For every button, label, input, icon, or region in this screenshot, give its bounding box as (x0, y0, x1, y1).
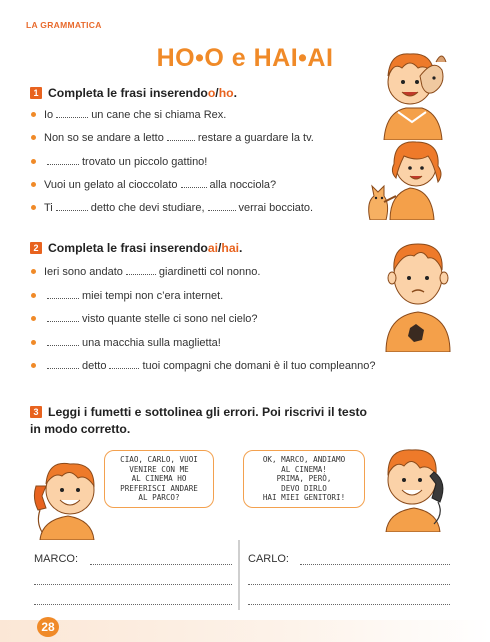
sentence-part: Io (44, 109, 54, 121)
carlo-label: CARLO: (248, 553, 289, 565)
sentence-part: verrai bocciato. (238, 202, 314, 214)
bubble-line: PRIMA, PERÒ, (276, 474, 332, 484)
exercise-2-option-a: ai (207, 241, 219, 255)
sentence-part: Ieri sono andato (44, 266, 123, 278)
answer-blank[interactable] (47, 156, 79, 165)
marco-answer-line[interactable] (34, 584, 232, 585)
bubble-line: OK, MARCO, ANDIAMO (262, 455, 346, 464)
girl-with-cat-illustration (360, 124, 455, 220)
section-tag: LA GRAMMATICA (26, 20, 102, 30)
boy-stained-shirt-illustration (378, 232, 458, 352)
bubble-line: VENIRE CON ME (129, 464, 189, 474)
bullet-icon (31, 269, 36, 274)
sentence-part: un cane che si chiama Rex. (91, 109, 227, 121)
exercise-2-item (31, 266, 260, 278)
exercise-1-item (31, 179, 276, 191)
bullet-icon (31, 182, 36, 187)
answer-blank[interactable] (47, 337, 79, 346)
exercise-2-item (31, 313, 258, 325)
exercise-2-item (31, 337, 221, 349)
exercise-2-separator: / (218, 241, 222, 255)
exercise-2-number: 2 (30, 242, 42, 254)
carlo-answer-line[interactable] (248, 584, 450, 585)
exercise-2-item (31, 290, 223, 302)
sentence-part: Vuoi un gelato al cioccolato (44, 179, 178, 191)
sentence-part: restare a guardare la tv. (197, 132, 314, 144)
exercise-3-instruction (30, 404, 430, 438)
exercise-1-option-a: o (207, 86, 216, 100)
answer-blank[interactable] (109, 360, 139, 369)
exercise-1-option-b: ho (218, 86, 234, 100)
bullet-icon (31, 205, 36, 210)
exercise-2-instruction (30, 241, 242, 255)
exercise-1-separator: / (215, 86, 219, 100)
footer-strip (0, 620, 490, 642)
bullet-icon (31, 363, 36, 368)
exercise-1-item (31, 109, 226, 121)
exercise-1-number: 1 (30, 87, 42, 99)
exercise-1-period: . (233, 86, 237, 100)
sentence-part: visto quante stelle ci sono nel cielo? (82, 313, 258, 325)
column-divider (238, 540, 240, 610)
sentence-part: una macchia sulla maglietta! (82, 337, 221, 349)
sentence-part: Non so se andare a letto (44, 132, 164, 144)
bullet-icon (31, 112, 36, 117)
exercise-1-item (31, 132, 314, 144)
exercise-3-instruction-line1: Leggi i fumetti e sottolinea gli errori. Poi riscrivi il testo (48, 405, 367, 419)
answer-blank[interactable] (181, 179, 207, 188)
bubble-line: AL CINEMA! (281, 464, 327, 474)
bullet-icon (31, 293, 36, 298)
marco-answer-line[interactable] (90, 564, 232, 565)
sentence-part: tuoi compagni che domani è il tuo compleanno? (142, 360, 376, 372)
answer-blank[interactable] (208, 202, 236, 211)
bubble-line: PREFERISCI ANDARE (120, 483, 198, 493)
answer-blank[interactable] (47, 290, 79, 299)
answer-blank[interactable] (47, 360, 79, 369)
exercise-2-item (31, 360, 375, 372)
exercise-2-instruction-text: Completa le frasi inserendo (48, 241, 208, 255)
exercise-3-instruction-line2: in modo corretto. (30, 422, 131, 436)
answer-blank[interactable] (56, 202, 88, 211)
exercise-1-item (31, 156, 207, 168)
exercise-2-option-b: hai (221, 241, 240, 255)
marco-phone-illustration (30, 456, 106, 540)
sentence-part: giardinetti col nonno. (158, 266, 261, 278)
marco-answer-line[interactable] (34, 604, 232, 605)
bubble-line: AL PARCO? (138, 493, 180, 503)
answer-blank[interactable] (126, 266, 156, 275)
bubble-line: DEVO DIRLO (281, 483, 327, 493)
sentence-part: trovato un piccolo gattino! (82, 156, 208, 168)
bullet-icon (31, 135, 36, 140)
bullet-icon (31, 159, 36, 164)
answer-blank[interactable] (56, 109, 88, 118)
exercise-1-instruction (30, 86, 237, 100)
exercise-2-period: . (239, 241, 243, 255)
carlo-answer-line[interactable] (300, 564, 450, 565)
exercise-1-instruction-text: Completa le frasi inserendo (48, 86, 208, 100)
carlo-answer-line[interactable] (248, 604, 450, 605)
sentence-part: detto (82, 360, 107, 372)
sentence-part: Ti (44, 202, 53, 214)
bullet-icon (31, 316, 36, 321)
sentence-part: alla nocciola? (209, 179, 277, 191)
speech-bubble-marco (104, 450, 214, 508)
page-title: HO•O e HAI•AI (156, 44, 334, 72)
bullet-icon (31, 340, 36, 345)
bubble-line: CIAO, CARLO, VUOI (120, 455, 198, 464)
sentence-part: detto che devi studiare, (90, 202, 205, 214)
bubble-line: AL CINEMA HO (131, 474, 187, 484)
exercise-1-item (31, 202, 313, 214)
exercise-3-number: 3 (30, 406, 42, 418)
page-number: 28 (37, 617, 59, 637)
answer-blank[interactable] (167, 132, 195, 141)
answer-blank[interactable] (47, 313, 79, 322)
bubble-line: HAI MIEI GENITORI! (262, 493, 346, 503)
speech-bubble-carlo (243, 450, 365, 508)
marco-label: MARCO: (34, 553, 78, 565)
carlo-phone-illustration (378, 442, 454, 532)
sentence-part: miei tempi non c’era internet. (82, 290, 224, 302)
